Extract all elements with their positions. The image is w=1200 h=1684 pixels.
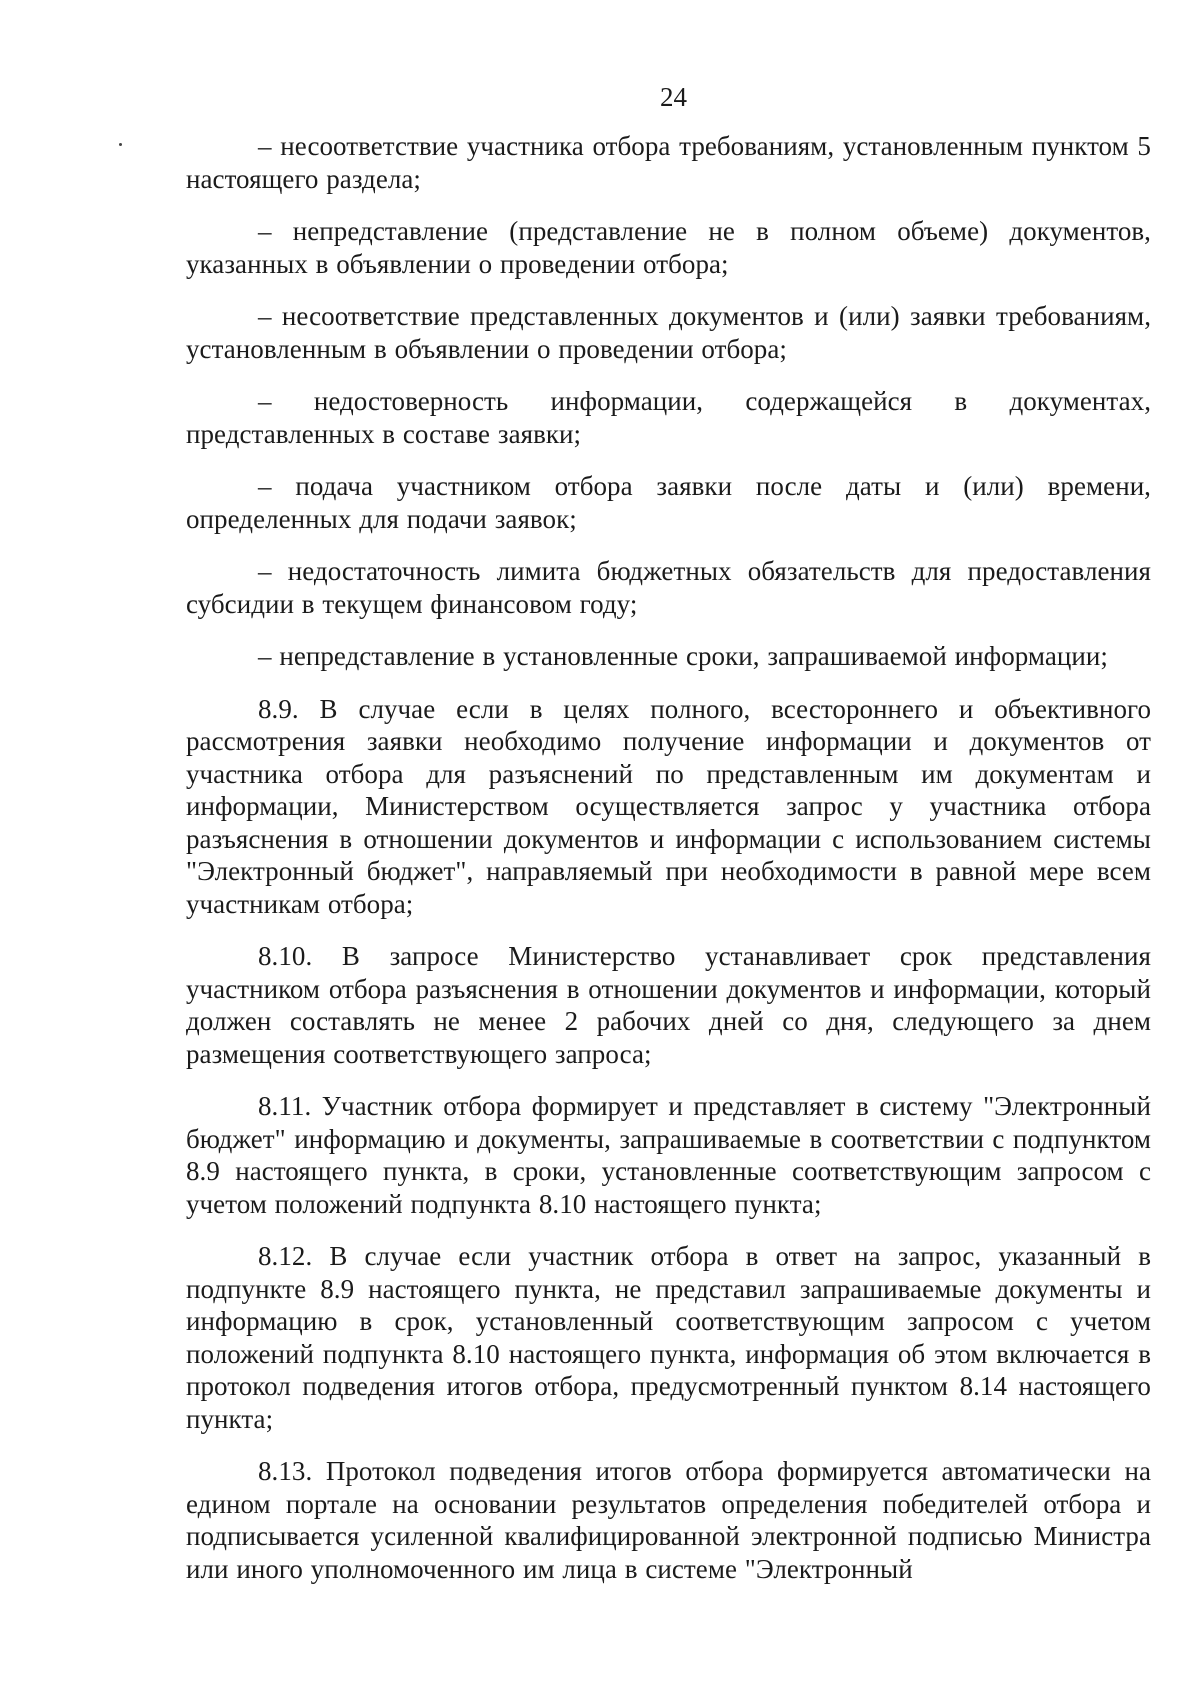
document-body [186, 130, 1151, 1585]
list-item: – подача участником отбора заявки после даты и (или) времени, определенных для подачи заявок; [186, 471, 1151, 534]
clause-8-9: 8.9. В случае если в целях полного, всестороннего и объективного рассмотрения заявки необходимо получение информации и документов от участника отбора для разъяснений по представленным им документам и информации, Министерством осуществляется запрос у участника отбора разъяснения в отношении документов и информации с использованием системы "Электронный бюджет", направляемый при необходимости в равной мере всем участникам отбора; [186, 693, 1151, 919]
list-item: – непредставление в установленные сроки, запрашиваемой информации; [258, 641, 1108, 671]
clause-8-11: 8.11. Участник отбора формирует и представляет в систему "Электронный бюджет" информацию и документы, запрашиваемые в соответствии с подпунктом 8.9 настоящего пункта, в сроки, установленные соответствующим запросом с учетом положений подпункта 8.10 настоящего пункта; [186, 1091, 1151, 1219]
clause-8-10: 8.10. В запросе Министерство устанавливает срок представления участником отбора разъяснения в отношении документов и информации, который должен составлять не менее 2 рабочих дней со дня, следующего за днем размещения соответствующего запроса; [186, 941, 1151, 1069]
list-item: – непредставление (представление не в полном объеме) документов, указанных в объявлении о проведении отбора; [186, 216, 1151, 279]
list-item: – недостаточность лимита бюджетных обязательств для предоставления субсидии в текущем финансовом году; [186, 556, 1151, 619]
clause-8-12: 8.12. В случае если участник отбора в ответ на запрос, указанный в подпункте 8.9 настоящего пункта, не представил запрашиваемые документы и информацию в срок, установленный соответствующим запросом с учетом положений подпункта 8.10 настоящего пункта, информация об этом включается в протокол подведения итогов отбора, предусмотренный пунктом 8.14 настоящего пункта; [186, 1241, 1151, 1434]
list-item: – несоответствие представленных документов и (или) заявки требованиям, установленным в объявлении о проведении отбора; [186, 301, 1151, 364]
clause-8-13: 8.13. Протокол подведения итогов отбора формируется автоматически на едином портале на основании результатов определения победителей отбора и подписывается усиленной квалифицированной электронной подписью Министра или иного уполномоченного им лица в системе "Электронный [186, 1456, 1151, 1584]
list-item: – несоответствие участника отбора требованиям, установленным пунктом 5 настоящего раздела; [186, 131, 1151, 194]
page-number: 24 [660, 82, 687, 112]
scan-speck [119, 143, 122, 146]
list-item: – недостоверность информации, содержащейся в документах, представленных в составе заявки; [186, 386, 1151, 449]
